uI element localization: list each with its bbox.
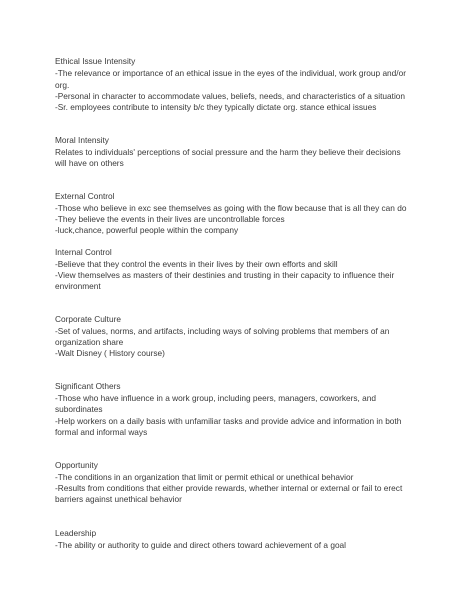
- section-title-corporate-culture: Corporate Culture: [55, 314, 121, 324]
- section-title-leadership: Leadership: [55, 528, 97, 538]
- section-text-line: -Believe that they control the events in their lives by their own efforts and skill: [55, 259, 338, 269]
- section-text-line: -The conditions in an organization that limit or permit ethical or unethical behavior: [55, 472, 354, 482]
- section-text-line: -luck,chance, powerful people within the company: [55, 225, 239, 235]
- section-text-line: Relates to individuals' perceptions of social pressure and the harm they believe their decisions: [55, 147, 401, 157]
- section-text-line: -Help workers on a daily basis with unfamiliar tasks and provide advice and information in both: [55, 416, 402, 426]
- section-title-significant-others: Significant Others: [55, 381, 121, 391]
- section-title-opportunity: Opportunity: [55, 460, 98, 470]
- section-title-external-control: External Control: [55, 191, 115, 201]
- section-text-line: -Set of values, norms, and artifacts, including ways of solving problems that members of an: [55, 326, 390, 336]
- section-text-line: org.: [55, 80, 70, 90]
- section-title-ethical-issue-intensity: Ethical Issue Intensity: [55, 56, 136, 66]
- section-title-moral-intensity: Moral Intensity: [55, 135, 109, 145]
- section-text-line: barriers against unethical behavior: [55, 494, 182, 504]
- section-text-line: -Walt Disney ( History course): [55, 348, 165, 358]
- section-text-line: organization share: [55, 337, 124, 347]
- section-text-line: -View themselves as masters of their destinies and trusting in their capacity to influence their: [55, 270, 395, 280]
- section-text-line: -Those who believe in exc see themselves as going with the flow because that is all they can do: [55, 203, 407, 213]
- section-text-line: -Sr. employees contribute to intensity b/c they typically dictate org. stance ethical issues: [55, 102, 377, 112]
- section-title-internal-control: Internal Control: [55, 247, 112, 257]
- section-text-line: -Those who have influence in a work group, including peers, managers, coworkers, and: [55, 393, 376, 403]
- section-text-line: -Results from conditions that either provide rewards, whether internal or external or fail to erect: [55, 483, 403, 493]
- section-text-line: -The ability or authority to guide and direct others toward achievement of a goal: [55, 540, 347, 550]
- section-text-line: -They believe the events in their lives are uncontrollable forces: [55, 214, 285, 224]
- section-text-line: will have on others: [55, 158, 124, 168]
- section-text-line: -The relevance or importance of an ethical issue in the eyes of the individual, work group and/or: [55, 68, 406, 78]
- section-text-line: -Personal in character to accommodate values, beliefs, needs, and characteristics of a situation: [55, 91, 406, 101]
- section-text-line: environment: [55, 281, 101, 291]
- section-text-line: formal and informal ways: [55, 427, 148, 437]
- section-text-line: subordinates: [55, 404, 103, 414]
